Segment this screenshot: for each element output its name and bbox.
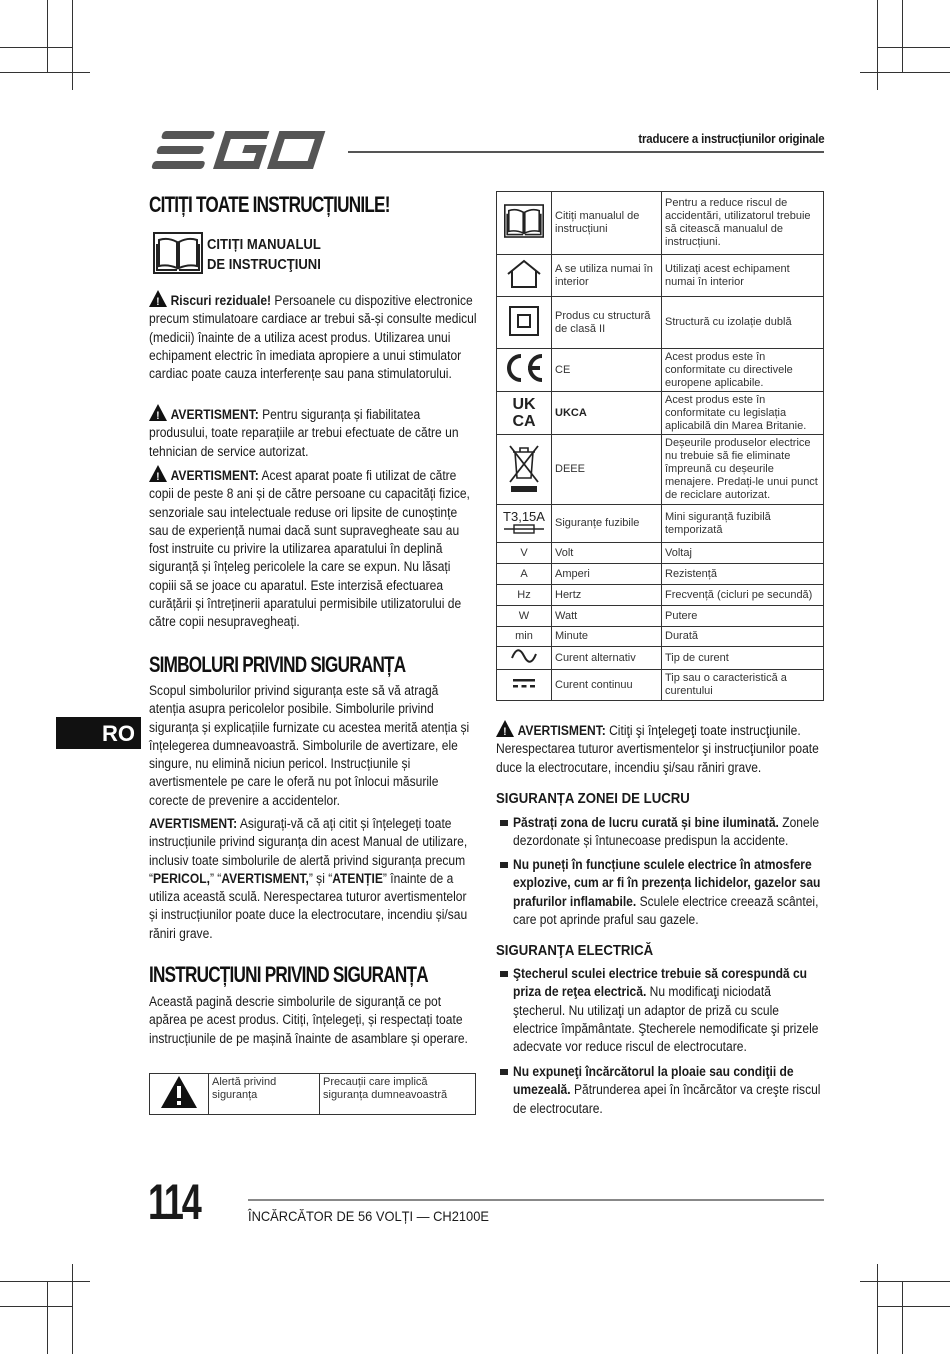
crop-mark: [902, 1282, 903, 1354]
symbol-cell: [497, 505, 552, 543]
symbol-name: UKCA: [552, 392, 662, 435]
bullet-icon: [500, 971, 508, 977]
symbol-desc: Structură cu izolație dublă: [662, 297, 824, 349]
bullet-bold: Păstrați zona de lucru curată și bine iluminată.: [513, 815, 779, 830]
fuse-rating: T3,15A: [503, 508, 545, 524]
section-title-symbols: SIMBOLURI PRIVIND SIGURANȚA: [149, 652, 406, 677]
double-square-icon: [508, 305, 540, 337]
symbol-desc: Putere: [662, 606, 824, 627]
dc-icon: [512, 677, 536, 689]
warning-label: AVERTISMENT:: [149, 816, 238, 831]
table-row: [497, 192, 824, 255]
bullet-bold: Ştecherul sculei electrice trebuie să corespundă cu priza de reţea electrică.: [513, 966, 808, 1000]
crop-mark: [902, 0, 903, 72]
symbol-cell: [497, 435, 552, 505]
signal-word-danger: PERICOL,: [153, 870, 210, 886]
table-row: [497, 505, 824, 543]
table-row: [497, 435, 824, 505]
crop-mark: [860, 72, 950, 73]
section-title-instructions: INSTRUCȚIUNI PRIVIND SIGURANȚA: [149, 962, 428, 987]
warning-icon: [496, 720, 514, 737]
symbols-intro-paragraph: Scopul simbolurilor privind siguranța este să vă atragă atenția asupra pericolelor posibile. Simbolurile privind siguranța și explicațiile furnizate cu acestea merită atenția și înțelegerea dumneavoastră. Simbolurile de avertizare, ele singure, nu elimină niciun pericol. Instrucțiunile și avertismentele pe care le oferă nu pot înlocui măsurile corecte de prevenire a accidentelor.: [149, 683, 470, 808]
bullet-plug-outlet: [513, 965, 824, 1056]
symbol-cell: min: [497, 627, 552, 647]
crop-mark: [72, 0, 73, 90]
crop-mark: [47, 0, 48, 72]
signal-word-caution: ATENȚIE: [332, 870, 383, 886]
symbol-cell: W: [497, 606, 552, 627]
symbol-name: Volt: [552, 543, 662, 564]
bullet-icon: [500, 820, 508, 826]
symbol-desc: Voltaj: [662, 543, 824, 564]
ego-logo: [150, 129, 330, 171]
table-row: [497, 349, 824, 392]
crossed-bin-icon: [506, 442, 542, 494]
symbol-cell: Hz: [497, 585, 552, 606]
symbol-cell: [497, 392, 552, 435]
warning-icon: [149, 465, 167, 482]
crop-mark: [0, 72, 90, 73]
bullet-bold: Nu expuneţi încărcătorul la ploaie sau condiţii de umezeală.: [513, 1064, 794, 1098]
crop-mark: [0, 47, 72, 48]
bullet-text: Sculele electrice creează scântei, care pot aprinde praful sau gazele.: [513, 893, 819, 927]
crop-mark: [47, 1282, 48, 1354]
symbol-cell: [497, 647, 552, 670]
symbol-name: Curent alternativ: [552, 647, 662, 670]
symbol-desc: Utilizați acest echipament numai în interior: [662, 255, 824, 297]
residual-risks-text: Persoanele cu dispozitive electronice precum stimulatoare cardiace ar trebui să-și consulte medicul (medicii) înainte de a utiliza acest produs. Utilizarea unui echipament electric în imediata apropiere a unui stimulator cardiac poate cauza interferențe sau pana stimulatorului.: [149, 293, 477, 382]
general-warning-text: Citiţi şi înţelegeţi toate instrucţiunile. Nerespectarea tuturor avertismentelor şi instrucţiunilor poate duce la electrocutare, incendiu şi/sau răniri grave.: [496, 723, 819, 775]
symbol-name: Siguranțe fuzibile: [552, 505, 662, 543]
symbol-cell: [497, 255, 552, 297]
signal-word-warning: AVERTISMENT,: [221, 870, 309, 886]
table-row: [497, 564, 824, 585]
ce-mark-icon: [502, 352, 546, 384]
general-warning-paragraph: [496, 720, 825, 777]
table-row: [497, 297, 824, 349]
read-manual-label: [207, 235, 321, 275]
residual-risks-paragraph: [149, 290, 478, 383]
symbols-warning-paragraph: [149, 815, 478, 943]
crop-mark: [860, 1281, 950, 1282]
warning-label: AVERTISMENT:: [170, 468, 259, 483]
warning-service-paragraph: [149, 404, 478, 461]
symbol-desc: Frecvență (cicluri pe secundă): [662, 585, 824, 606]
crop-mark: [72, 1264, 73, 1354]
symbol-desc: Mini siguranță fuzibilă temporizată: [662, 505, 824, 543]
ukca-mark-icon: [506, 393, 542, 429]
header-subtitle: traducere a instrucțiunilor originale: [637, 131, 824, 146]
symbol-name: Watt: [552, 606, 662, 627]
warning-children-paragraph: [149, 465, 478, 632]
table-row: [497, 606, 824, 627]
symbols-table: [496, 191, 824, 701]
symbol-cell: [497, 297, 552, 349]
residual-risks-label: Riscuri reziduale!: [170, 293, 272, 308]
symbol-desc: Acest produs este în conformitate cu legislația aplicabilă din Marea Britanie.: [662, 392, 824, 435]
alert-desc-cell: Precauții care implică siguranța dumneavoastră: [320, 1074, 476, 1115]
symbol-name: A se utiliza numai în interior: [552, 255, 662, 297]
read-manual-line2: DE INSTRUCŢIUNI: [207, 257, 321, 273]
table-row: [497, 627, 824, 647]
symbol-name: Citiți manualul de instrucțiuni: [552, 192, 662, 255]
symbol-desc: Rezistență: [662, 564, 824, 585]
alert-icon-cell: [150, 1074, 209, 1115]
symbol-desc: Durată: [662, 627, 824, 647]
symbol-desc: Tip de curent: [662, 647, 824, 670]
text-span: ” “: [209, 870, 222, 886]
bullet-bold: Nu puneți în funcțiune sculele electrice în atmosfere explozive, cum ar fi în prezența lichidelor, gazelor sau prafurilor inflamabile.: [513, 857, 821, 909]
crop-mark: [877, 1264, 878, 1354]
header-rule: [348, 151, 824, 153]
svg-text:UK: UK: [512, 396, 536, 413]
bullet-work-area-clean: [513, 814, 824, 851]
section-title-read: CITIȚI TOATE INSTRUCȚIUNILE!: [149, 192, 390, 217]
book-icon: [153, 232, 203, 274]
symbol-desc: Deșeurile produselor electrice nu trebuie să fie eliminate împreună cu deșeurile menajere. Predați-le unui punct de reciclare autorizat.: [662, 435, 824, 505]
symbol-cell: V: [497, 543, 552, 564]
svg-text:CA: CA: [512, 413, 536, 429]
house-icon: [506, 259, 542, 289]
bullet-text: Nu modificaţi niciodată ştecherul. Nu utilizaţi un adaptor de priză cu scule electrice împământate. Ştecherele nemodificate şi prizele adecvate vor reduce riscul de electrocutare.: [513, 984, 819, 1055]
symbol-name: DEEE: [552, 435, 662, 505]
alert-table: [149, 1073, 476, 1115]
bullet-rain-exposure: [513, 1063, 824, 1118]
ac-wave-icon: [510, 649, 538, 663]
crop-mark: [878, 47, 950, 48]
symbol-name: Amperi: [552, 564, 662, 585]
table-row: [497, 392, 824, 435]
text-span: ” înainte de a utiliza această sculă. Nerespectarea tuturor avertismentelor și instrucțiunilor poate duce la electrocutare, incendiu și/sau răniri grave.: [149, 870, 468, 941]
bullet-icon: [500, 1069, 508, 1075]
crop-mark: [878, 1306, 950, 1307]
bullet-icon: [500, 862, 508, 868]
symbol-name: Produs cu structură de clasă II: [552, 297, 662, 349]
symbol-name: Minute: [552, 627, 662, 647]
warning-icon: [149, 290, 167, 307]
footer-rule: [248, 1199, 824, 1201]
alert-triangle-icon: [160, 1075, 198, 1109]
book-icon: [504, 204, 544, 238]
table-row: [497, 647, 824, 670]
warning-label: AVERTISMENT:: [170, 407, 259, 422]
bullet-text: Zonele dezordonate și întunecoase predispun la accidente.: [513, 815, 820, 849]
work-area-title: SIGURANȚA ZONEI DE LUCRU: [496, 790, 690, 807]
symbol-desc: Acest produs este în conformitate cu directivele europene aplicabile.: [662, 349, 824, 392]
table-row: [497, 543, 824, 564]
symbol-name: CE: [552, 349, 662, 392]
crop-mark: [0, 1281, 90, 1282]
electrical-safety-title: SIGURANŢA ELECTRICĂ: [496, 942, 654, 959]
warning-children-text: Acest aparat poate fi utilizat de către copii de peste 8 ani și de către persoane cu capacități fizice, senzoriale sau intelectuale reduse ori lipsite de cunoștințe sau de experiență numai dacă sunt supravegheate sau au fost instruite cu privire la utilizarea aparatului în deplină siguranță și înțeleg pericolele la care se expun. Nu lăsați copiii să se joace cu aparatul. Este interzisă efectuarea curățării și întreținerii aparatului permisibile utilizatorului de către copii nesupravegheați.: [149, 468, 470, 630]
symbol-desc: Tip sau o caracteristică a curentului: [662, 670, 824, 701]
warning-icon: [149, 404, 167, 421]
text-span: ” și “: [308, 870, 333, 886]
instructions-intro-paragraph: Această pagină descrie simbolurile de siguranță ce pot apărea pe acest produs. Citiți, înțelegeți, și respectați toate instrucțiunile de pe mașină înainte de asamblare și operare.: [149, 994, 468, 1046]
footer-product: ÎNCĂRCĂTOR DE 56 VOLȚI — CH2100E: [248, 1208, 489, 1224]
alert-row: [150, 1074, 476, 1115]
page-number: 114: [148, 1174, 200, 1230]
table-row: [497, 255, 824, 297]
table-row: [497, 670, 824, 701]
warning-label: AVERTISMENT:: [517, 723, 606, 738]
read-manual-line1: CITIȚI MANUALUL: [207, 237, 321, 253]
symbol-cell: [497, 670, 552, 701]
bullet-explosive-atmosphere: [513, 856, 824, 929]
alert-name-cell: Alertă privind siguranța: [209, 1074, 320, 1115]
symbol-cell: [497, 192, 552, 255]
symbol-name: Curent continuu: [552, 670, 662, 701]
symbol-desc: Pentru a reduce riscul de accidentări, utilizatorul trebuie să citească manualul de instrucțiuni.: [662, 192, 824, 255]
bullet-text: Pătrunderea apei în încărcător va creşte riscul de electrocutare.: [513, 1082, 821, 1116]
symbol-cell: A: [497, 564, 552, 585]
language-tab: RO: [56, 717, 141, 749]
table-row: [497, 585, 824, 606]
warning-service-text: Pentru siguranța și fiabilitatea produsului, toate reparațiile ar trebui efectuate de către un tehnician de service autorizat.: [149, 407, 459, 459]
symbol-cell: [497, 349, 552, 392]
crop-mark: [0, 1306, 72, 1307]
crop-mark: [877, 0, 878, 90]
fuse-icon: [504, 524, 544, 534]
symbol-name: Hertz: [552, 585, 662, 606]
text-span: Asigurați-vă că ați citit și înțelegeți toate instrucțiunile privind siguranța din acest Manual de utilizare, inclusiv toate simbolurile de alertă privind siguranța precum “: [149, 816, 468, 886]
